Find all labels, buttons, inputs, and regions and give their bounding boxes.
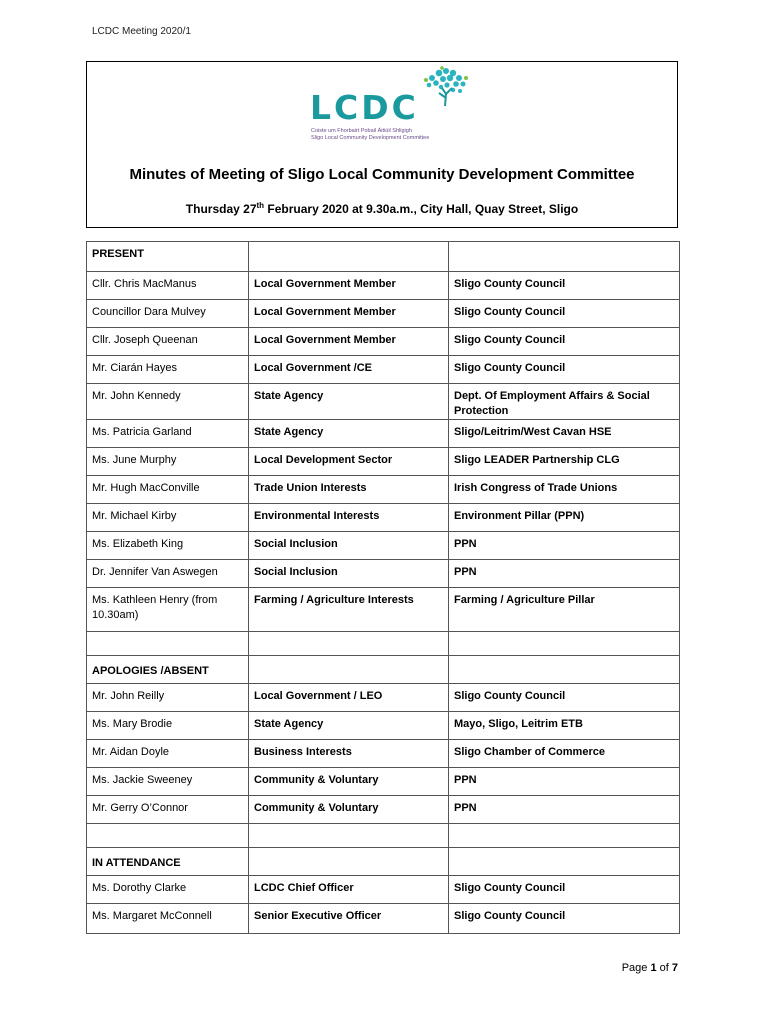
empty-cell — [449, 656, 680, 684]
table-row — [87, 356, 680, 384]
document-title: Minutes of Meeting of Sligo Local Community Development Committee — [129, 166, 635, 183]
member-name: Ms. Mary Brodie — [87, 712, 249, 740]
member-role: Trade Union Interests — [249, 476, 449, 504]
member-name: Mr. Hugh MacConville — [87, 476, 249, 504]
member-role: Environmental Interests — [249, 504, 449, 532]
table-row — [87, 504, 680, 532]
section-heading: PRESENT — [87, 242, 249, 272]
running-header: LCDC Meeting 2020/1 — [92, 26, 191, 37]
member-role: Farming / Agriculture Interests — [249, 588, 449, 632]
empty-cell — [449, 848, 680, 876]
member-organisation: Farming / Agriculture Pillar — [449, 588, 680, 632]
member-organisation: Sligo County Council — [449, 272, 680, 300]
title-box — [86, 61, 678, 228]
member-organisation: Sligo/Leitrim/West Cavan HSE — [449, 420, 680, 448]
empty-cell — [87, 632, 249, 656]
member-role: Community & Voluntary — [249, 796, 449, 824]
member-organisation: PPN — [449, 560, 680, 588]
table-row — [87, 532, 680, 560]
member-role: LCDC Chief Officer — [249, 876, 449, 904]
section-heading: IN ATTENDANCE — [87, 848, 249, 876]
member-organisation: Mayo, Sligo, Leitrim ETB — [449, 712, 680, 740]
member-role: State Agency — [249, 420, 449, 448]
member-organisation: Sligo LEADER Partnership CLG — [449, 448, 680, 476]
member-name: Ms. Elizabeth King — [87, 532, 249, 560]
empty-cell — [249, 632, 449, 656]
member-organisation: Sligo Chamber of Commerce — [449, 740, 680, 768]
member-role: Local Development Sector — [249, 448, 449, 476]
empty-cell — [449, 242, 680, 272]
table-row — [87, 448, 680, 476]
member-name: Cllr. Joseph Queenan — [87, 328, 249, 356]
member-role: Local Government Member — [249, 272, 449, 300]
member-role: Business Interests — [249, 740, 449, 768]
empty-cell — [249, 242, 449, 272]
member-role: Social Inclusion — [249, 560, 449, 588]
member-role: Local Government /CE — [249, 356, 449, 384]
empty-cell — [249, 824, 449, 848]
table-row — [87, 560, 680, 588]
section-heading: APOLOGIES /ABSENT — [87, 656, 249, 684]
section-header-row — [87, 242, 680, 272]
blank-row — [87, 824, 680, 848]
member-organisation: PPN — [449, 532, 680, 560]
table-row — [87, 588, 680, 632]
member-role: Local Government / LEO — [249, 684, 449, 712]
member-role: Senior Executive Officer — [249, 904, 449, 934]
member-name: Mr. Aidan Doyle — [87, 740, 249, 768]
table-row — [87, 328, 680, 356]
logo-subtitle-english: Sligo Local Community Development Committee — [311, 134, 430, 141]
empty-cell — [249, 656, 449, 684]
empty-cell — [249, 848, 449, 876]
member-organisation: Sligo County Council — [449, 300, 680, 328]
member-organisation: PPN — [449, 796, 680, 824]
member-role: Social Inclusion — [249, 532, 449, 560]
member-name: Cllr. Chris MacManus — [87, 272, 249, 300]
member-name: Mr. John Reilly — [87, 684, 249, 712]
table-row — [87, 768, 680, 796]
table-row — [87, 476, 680, 504]
member-organisation: Sligo County Council — [449, 876, 680, 904]
member-organisation: Irish Congress of Trade Unions — [449, 476, 680, 504]
member-organisation: Sligo County Council — [449, 684, 680, 712]
member-role: Local Government Member — [249, 328, 449, 356]
table-row — [87, 796, 680, 824]
member-role: State Agency — [249, 384, 449, 420]
table-row — [87, 384, 680, 420]
table-row — [87, 420, 680, 448]
member-name: Ms. Jackie Sweeney — [87, 768, 249, 796]
member-role: Community & Voluntary — [249, 768, 449, 796]
member-name: Mr. Gerry O’Connor — [87, 796, 249, 824]
table-row — [87, 876, 680, 904]
member-organisation: Environment Pillar (PPN) — [449, 504, 680, 532]
section-header-row — [87, 848, 680, 876]
member-organisation: PPN — [449, 768, 680, 796]
member-organisation: Dept. Of Employment Affairs & Social Protection — [449, 384, 680, 420]
member-name: Mr. John Kennedy — [87, 384, 249, 420]
member-name: Ms. Kathleen Henry (from 10.30am) — [87, 588, 249, 632]
table-row — [87, 300, 680, 328]
member-name: Mr. Ciarán Hayes — [87, 356, 249, 384]
member-name: Ms. Dorothy Clarke — [87, 876, 249, 904]
empty-cell — [449, 632, 680, 656]
member-name: Ms. Patricia Garland — [87, 420, 249, 448]
empty-cell — [449, 824, 680, 848]
tree-icon — [412, 64, 470, 108]
member-organisation: Sligo County Council — [449, 904, 680, 934]
member-role: State Agency — [249, 712, 449, 740]
table-row — [87, 712, 680, 740]
member-organisation: Sligo County Council — [449, 328, 680, 356]
member-name: Ms. Margaret McConnell — [87, 904, 249, 934]
logo-wordmark: LCDC — [310, 88, 419, 127]
attendance-table — [86, 241, 680, 934]
table-row — [87, 740, 680, 768]
member-organisation: Sligo County Council — [449, 356, 680, 384]
logo-subtitle-irish: Coiste um Fhorbairt Pobail Áitiúil Shligigh — [311, 128, 412, 134]
section-header-row — [87, 656, 680, 684]
page-number: Page 1 of 7 — [621, 962, 678, 974]
table-row — [87, 904, 680, 934]
blank-row — [87, 632, 680, 656]
table-row — [87, 272, 680, 300]
table-row — [87, 684, 680, 712]
member-name: Mr. Michael Kirby — [87, 504, 249, 532]
member-name: Dr. Jennifer Van Aswegen — [87, 560, 249, 588]
meeting-date-location: Thursday 27th February 2020 at 9.30a.m., City Hall, Quay Street, Sligo — [185, 201, 579, 216]
empty-cell — [87, 824, 249, 848]
member-name: Councillor Dara Mulvey — [87, 300, 249, 328]
lcdc-logo — [310, 64, 470, 150]
logo-subtitle — [311, 128, 441, 141]
member-role: Local Government Member — [249, 300, 449, 328]
member-name: Ms. June Murphy — [87, 448, 249, 476]
